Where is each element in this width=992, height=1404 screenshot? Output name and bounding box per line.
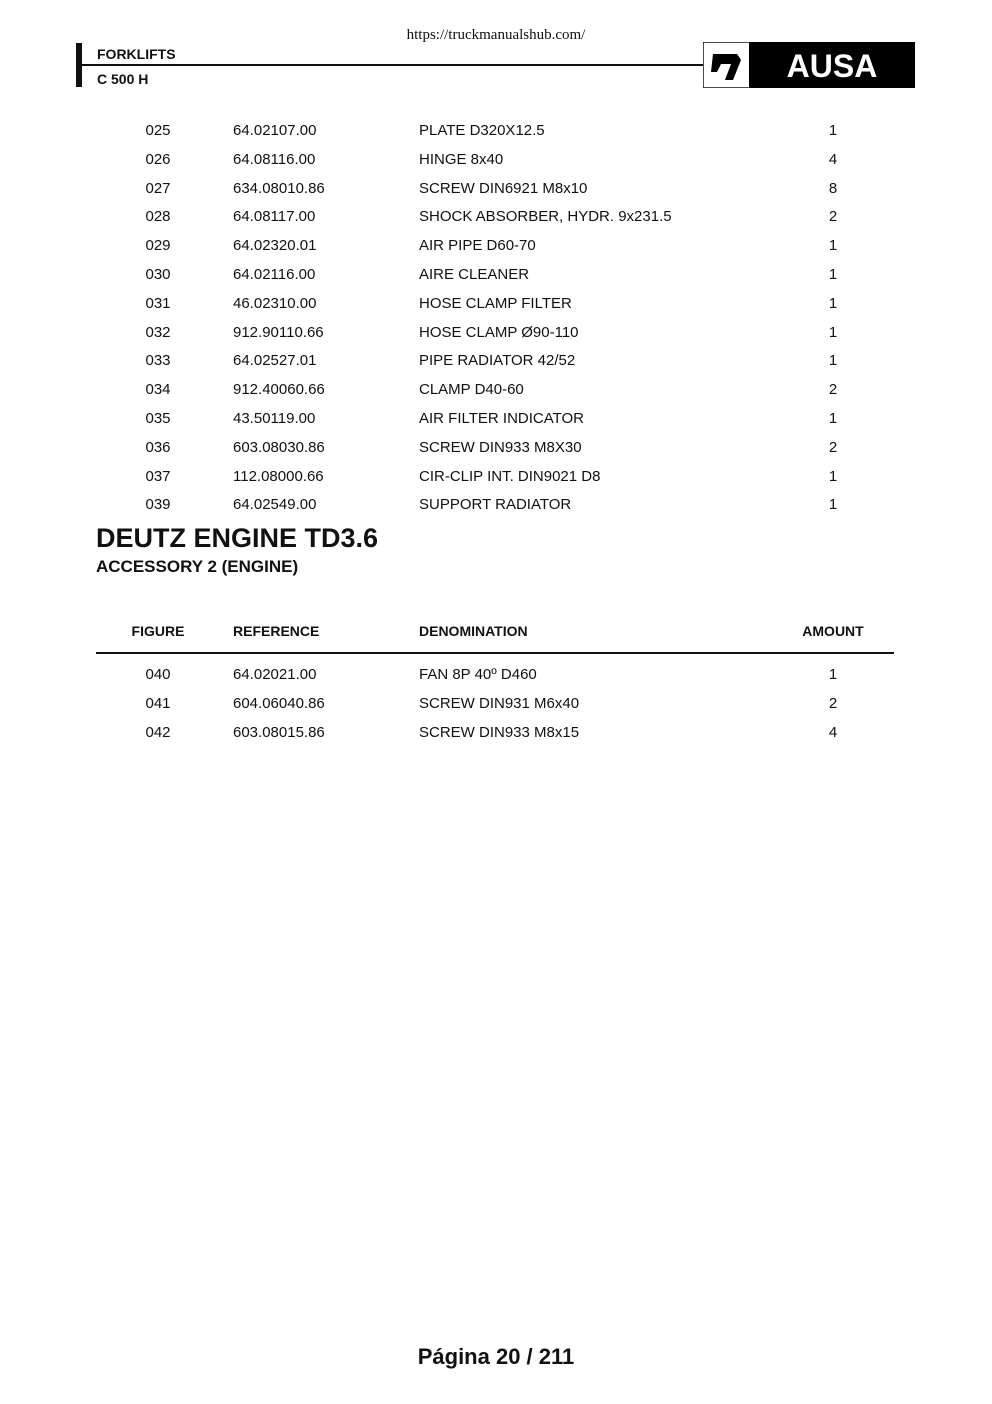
- page-number: Página 20 / 211: [417, 1344, 575, 1369]
- row-figure: 036: [145, 438, 171, 456]
- row-amount: 1: [828, 266, 838, 283]
- row-amount: 1: [828, 410, 838, 427]
- row-reference: 603.08015.86: [233, 723, 325, 741]
- row-figure: 025: [145, 122, 171, 139]
- row-denomination: CIR-CLIP INT. DIN9021 D8: [419, 467, 601, 485]
- row-denomination: HOSE CLAMP FILTER: [419, 294, 572, 312]
- table-header-rule: [96, 652, 894, 654]
- table-row: [0, 266, 992, 288]
- row-reference: 604.06040.86: [233, 694, 325, 712]
- brand-text: AUSA: [786, 48, 878, 84]
- row-denomination: PIPE RADIATOR 42/52: [419, 352, 576, 370]
- table-row: [0, 724, 992, 746]
- row-amount: 1: [828, 496, 838, 514]
- header-category: FORKLIFTS: [97, 46, 176, 62]
- row-reference: 634.08010.86: [233, 179, 325, 197]
- row-reference: 912.40060.66: [233, 381, 325, 399]
- col-reference: REFERENCE: [233, 623, 320, 639]
- section-title: DEUTZ ENGINE TD3.6: [96, 523, 379, 553]
- row-amount: 1: [828, 122, 838, 139]
- row-amount: 1: [828, 323, 838, 341]
- row-reference: 64.02021.00: [233, 666, 317, 683]
- table-row: [0, 695, 992, 717]
- row-figure: 030: [145, 266, 171, 283]
- row-amount: 4: [828, 723, 838, 741]
- row-reference: 64.02549.00: [233, 496, 317, 514]
- row-denomination: SHOCK ABSORBER, HYDR. 9x231.5: [419, 208, 672, 226]
- row-denomination: HOSE CLAMP Ø90-110: [419, 323, 579, 341]
- table-row: [0, 352, 992, 374]
- row-figure: 037: [145, 467, 171, 485]
- row-amount: 4: [828, 150, 838, 168]
- table-row: [0, 324, 992, 346]
- row-reference: 64.02107.00: [233, 122, 317, 139]
- table-row: [0, 468, 992, 490]
- row-denomination: HINGE 8x40: [419, 150, 504, 168]
- row-amount: 1: [828, 352, 838, 370]
- row-reference: 64.02320.01: [233, 237, 317, 255]
- row-denomination: SUPPORT RADIATOR: [419, 496, 572, 514]
- row-reference: 64.08116.00: [233, 150, 316, 168]
- table-row: [0, 381, 992, 403]
- row-reference: 64.02116.00: [233, 266, 316, 283]
- row-denomination: SCREW DIN6921 M8x10: [419, 179, 588, 197]
- col-amount: AMOUNT: [802, 623, 864, 639]
- row-amount: 2: [828, 438, 838, 456]
- row-figure: 041: [145, 694, 171, 712]
- header-rule: [82, 64, 704, 66]
- section-subtitle: ACCESSORY 2 (ENGINE): [96, 557, 299, 576]
- row-figure: 033: [145, 352, 171, 370]
- row-amount: 8: [828, 179, 838, 197]
- row-reference: 46.02310.00: [233, 294, 317, 312]
- col-denomination: DENOMINATION: [419, 623, 528, 639]
- row-reference: 912.90110.66: [233, 323, 324, 341]
- header-model: C 500 H: [97, 71, 149, 87]
- source-url: https://truckmanualshub.com/: [406, 27, 586, 43]
- table-row: [0, 180, 992, 202]
- row-figure: 040: [145, 666, 171, 683]
- row-denomination: AIRE CLEANER: [419, 266, 530, 283]
- row-reference: 603.08030.86: [233, 438, 325, 456]
- row-denomination: SCREW DIN933 M8x15: [419, 723, 580, 741]
- row-figure: 031: [145, 294, 171, 312]
- row-amount: 2: [828, 694, 838, 712]
- row-reference: 64.08117.00: [233, 208, 316, 226]
- row-figure: 034: [145, 381, 171, 399]
- table-row: [0, 295, 992, 317]
- row-amount: 1: [828, 666, 838, 683]
- row-denomination: SCREW DIN931 M6x40: [419, 694, 580, 712]
- ausa-logo: [703, 42, 915, 88]
- row-denomination: FAN 8P 40º D460: [419, 666, 537, 683]
- row-denomination: CLAMP D40-60: [419, 381, 524, 399]
- col-figure: FIGURE: [131, 623, 185, 639]
- row-figure: 028: [145, 208, 171, 226]
- row-reference: 112.08000.66: [233, 467, 324, 485]
- row-reference: 64.02527.01: [233, 352, 317, 370]
- table-row: [0, 666, 992, 688]
- row-figure: 027: [145, 179, 171, 197]
- table-row: [0, 151, 992, 173]
- row-denomination: AIR PIPE D60-70: [419, 237, 536, 255]
- table-row: [0, 208, 992, 230]
- table-row: [0, 496, 992, 518]
- table-row: [0, 439, 992, 461]
- row-figure: 026: [145, 150, 171, 168]
- row-amount: 1: [828, 294, 838, 312]
- row-reference: 43.50119.00: [233, 410, 316, 427]
- row-denomination: SCREW DIN933 M8X30: [419, 438, 582, 456]
- row-amount: 1: [828, 237, 838, 255]
- row-figure: 039: [145, 496, 171, 514]
- row-amount: 2: [828, 381, 838, 399]
- row-denomination: AIR FILTER INDICATOR: [419, 410, 585, 427]
- table-row: [0, 237, 992, 259]
- row-figure: 029: [145, 237, 171, 255]
- row-figure: 042: [145, 723, 171, 741]
- row-denomination: PLATE D320X12.5: [419, 122, 545, 139]
- row-figure: 035: [145, 410, 171, 427]
- table-row: [0, 122, 992, 144]
- row-amount: 1: [828, 467, 838, 485]
- row-amount: 2: [828, 208, 838, 226]
- row-figure: 032: [145, 323, 171, 341]
- table-row: [0, 410, 992, 432]
